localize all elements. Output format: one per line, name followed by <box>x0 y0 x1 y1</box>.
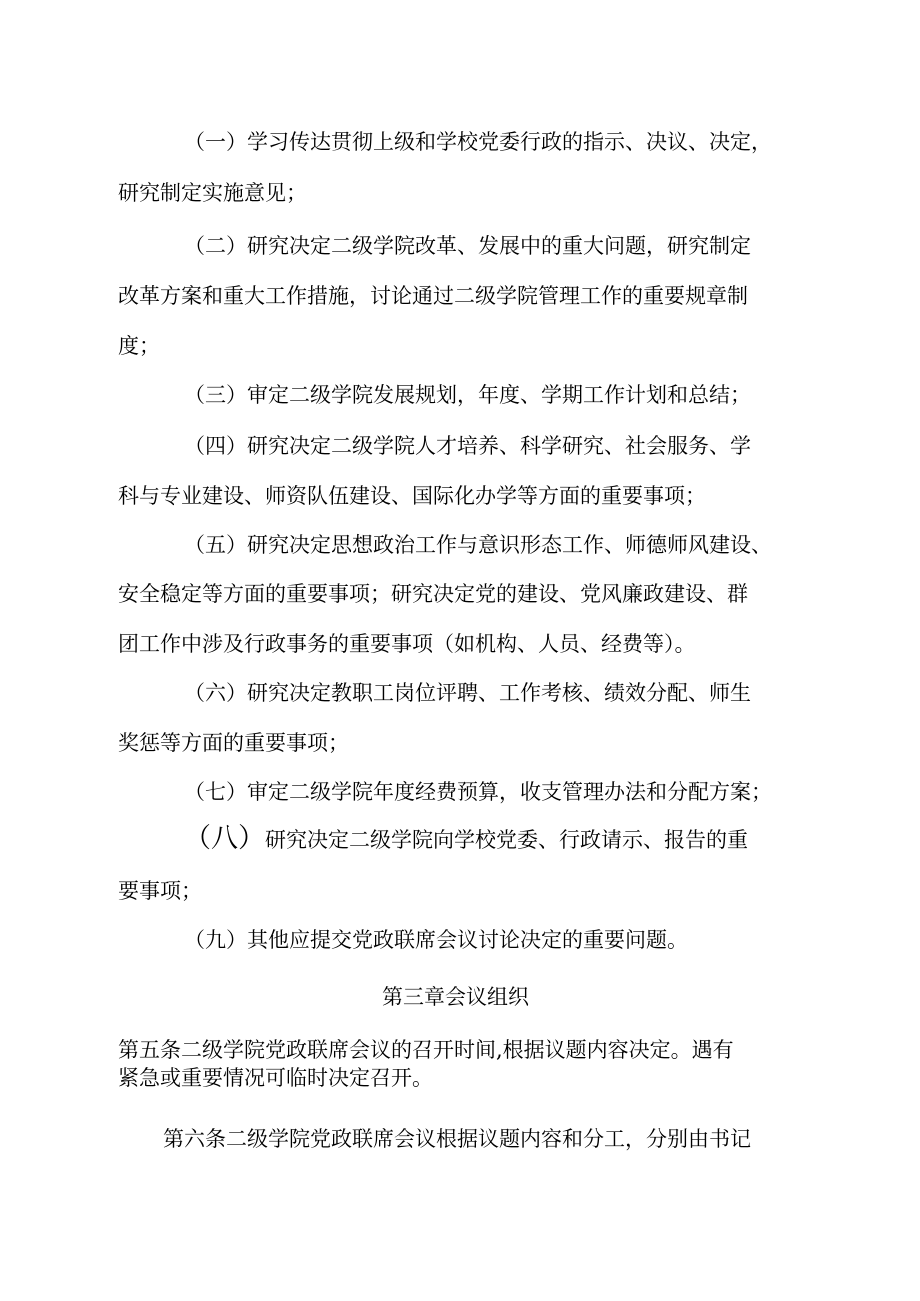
item-8-marker: （八） <box>184 823 265 854</box>
item-5-line-2: 安全稳定等方面的重要事项；研究决定党的建设、党风廉政建设、群 <box>118 582 748 606</box>
item-8-line-1 <box>184 824 748 855</box>
item-2-line-2: 改革方案和重大工作措施，讨论通过二级学院管理工作的重要规章制 <box>118 284 748 308</box>
article-6-line-1: 第六条二级学院党政联席会议根据议题内容和分工，分别由书记 <box>163 1127 751 1151</box>
item-6-line-2: 奖惩等方面的重要事项； <box>118 731 349 755</box>
item-1-line-1: （一）学习传达贯彻上级和学校党委行政的指示、决议、决定， <box>184 130 772 154</box>
item-5-line-3: 团工作中涉及行政事务的重要事项（如机构、人员、经费等）。 <box>118 632 696 656</box>
item-9-line-1: （九）其他应提交党政联席会议讨论决定的重要问题。 <box>184 928 688 952</box>
item-2-line-1: （二）研究决定二级学院改革、发展中的重大问题，研究制定 <box>184 234 751 258</box>
item-7-line-1: （七）审定二级学院年度经费预算，收支管理办法和分配方案； <box>184 780 772 804</box>
item-4-line-2: 科与专业建设、师资队伍建设、国际化办学等方面的重要事项； <box>118 484 706 508</box>
item-8-line-1-text: 研究决定二级学院向学校党委、行政请示、报告的重 <box>265 828 748 852</box>
item-5-line-1: （五）研究决定思想政治工作与意识形态工作、师德师风建设、 <box>184 533 772 557</box>
item-2-line-3: 度； <box>118 334 160 358</box>
item-4-line-1: （四）研究决定二级学院人才培养、科学研究、社会服务、学 <box>184 434 751 458</box>
item-1-line-2: 研究制定实施意见； <box>118 181 307 205</box>
article-5-line-1: 第五条二级学院党政联席会议的召开时间,根据议题内容决定。遇有 <box>118 1038 734 1062</box>
item-6-line-1: （六）研究决定教职工岗位评聘、工作考核、绩效分配、师生 <box>184 681 751 705</box>
item-3-line-1: （三）审定二级学院发展规划，年度、学期工作计划和总结； <box>184 383 751 407</box>
item-8-line-2: 要事项； <box>118 879 202 903</box>
chapter-title: 第三章会议组织 <box>382 985 529 1009</box>
article-5-line-2: 紧急或重要情况可临时决定召开。 <box>118 1066 433 1090</box>
